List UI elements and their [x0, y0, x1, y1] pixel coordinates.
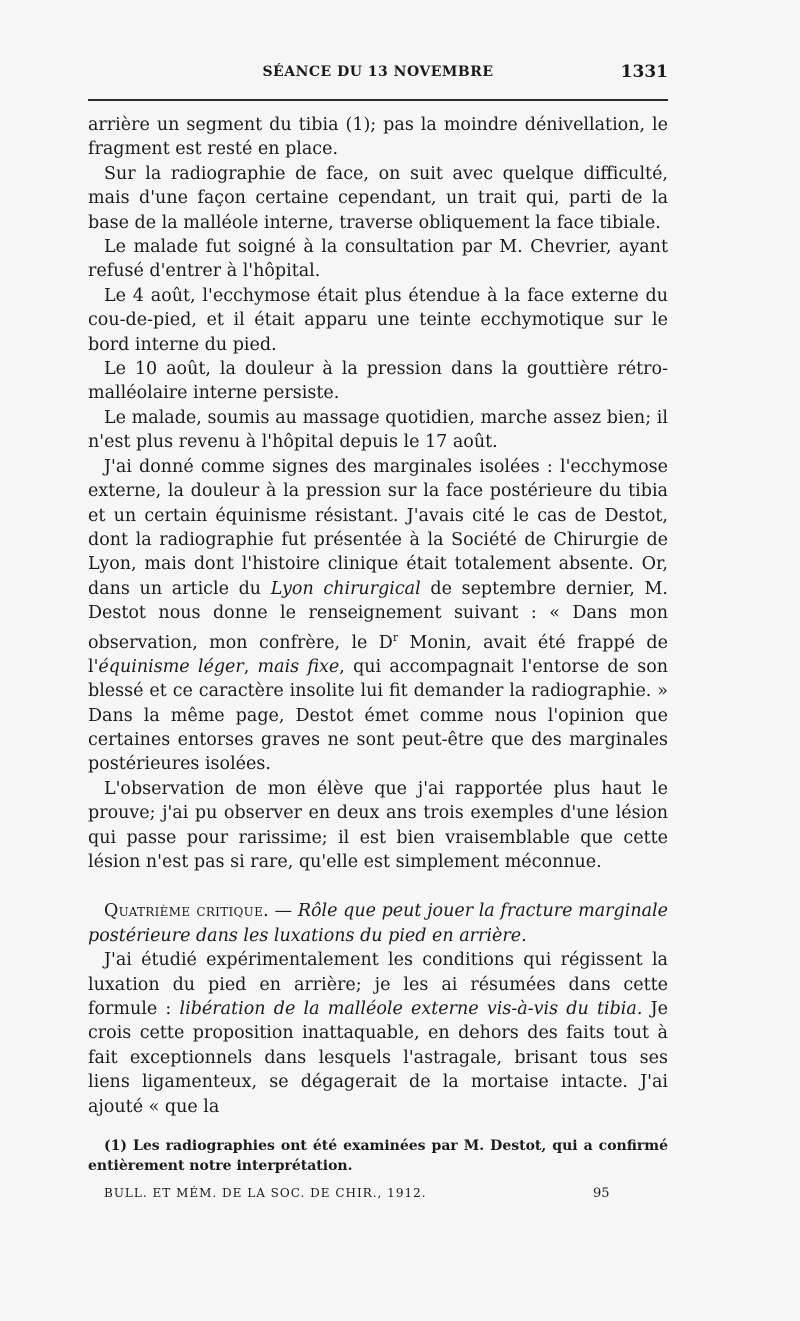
- text-run: de septembre dernier, M. Destot nous donne le renseignement suivant : « Dans mon observation, mon confrère, le D: [88, 578, 668, 653]
- footnote-text: (1) Les radiographies ont été examinées par M. Destot, qui a confirmé entièrement notre interprétation.: [88, 1138, 668, 1174]
- paragraph: Le 4 août, l'ecchymose était plus étendue à la face externe du cou-de-pied, et il était apparu une teinte ecchymotique sur le bord interne du pied.: [88, 285, 668, 355]
- text-run: Je crois cette proposition inattaquable, en dehors des faits tout à fait exceptionnels dans lesquels l'astragale, brisant tous ses liens ligamenteux, se dégagerait de la mortaise intacte. J'ai ajouté « que la: [88, 999, 668, 1117]
- text-run: , qui accompagnait l'entorse de son blessé et ce caractère insolite lui fit demander la radiographie. » Dans la même page, Destot émet comme nous l'opinion que certaines entorses graves ne sont peut-être que des marginales postérieures isolées.: [88, 656, 668, 775]
- dash: —: [269, 901, 298, 922]
- text-run: l': [88, 656, 99, 677]
- page-number: 1331: [620, 62, 668, 82]
- text-run: J'ai étudié expérimentalement les conditions qui régissent la luxation du pied en arrière; je les ai résumées dans cette formule :: [88, 950, 668, 1020]
- text-run: Monin, avait été frappé de: [398, 632, 668, 653]
- superscript: r: [392, 630, 399, 644]
- footer-journal: BULL. ET MÉM. DE LA SOC. DE CHIR., 1912.: [104, 1186, 427, 1200]
- text-run: J'ai donné comme signes des marginales isolées : l'ecchymose externe, la douleur à la pression sur la face postérieure du tibia et un certain équinisme résistant. J'avais cité le cas de Destot, dont la radiographie fut présentée à la Société de Chirurgie de Lyon, mais dont l'histoire clinique était totalement absente. Or, dans un article du: [88, 456, 668, 599]
- emphasis: mais fixe: [257, 656, 340, 677]
- paragraph: [88, 455, 668, 777]
- emphasis: équinisme léger: [98, 656, 244, 677]
- journal-title: Lyon chirurgical: [270, 578, 421, 599]
- footnote: [88, 1136, 668, 1176]
- header-title: SÉANCE DU 13 NOVEMBRE: [262, 64, 494, 80]
- section-heading: [88, 899, 668, 948]
- paragraph: arrière un segment du tibia (1); pas la moindre dénivellation, le fragment est resté en place.: [88, 115, 668, 160]
- paragraph: Sur la radiographie de face, on suit avec quelque difficulté, mais d'une façon certaine cependant, un trait qui, parti de la base de la malléole interne, traverse obliquement la face tibiale.: [88, 163, 668, 233]
- section-label: Quatrième critique.: [104, 901, 270, 922]
- paragraph: Le 10 août, la douleur à la pression dans la gouttière rétro-malléolaire interne persiste.: [88, 359, 668, 404]
- footer-signature: 95: [593, 1186, 610, 1201]
- header-rule: [88, 99, 668, 101]
- paragraph: [88, 948, 668, 1119]
- paragraph: Le malade, soumis au massage quotidien, marche assez bien; il n'est plus revenu à l'hôpital depuis le 17 août.: [88, 407, 668, 453]
- paragraph: L'observation de mon élève que j'ai rapportée plus haut le prouve; j'ai pu observer en deux ans trois exemples d'une lésion qui passe pour rarissime; il est bien vraisemblable que cette lésion n'est pas si rare, qu'elle est simplement méconnue.: [88, 778, 668, 873]
- running-header: [88, 62, 668, 84]
- text-run: ,: [243, 656, 258, 677]
- page-footer: [88, 1186, 668, 1204]
- formula: libération de la malléole externe vis-à-vis du tibia.: [179, 999, 643, 1020]
- paragraph: Le malade fut soigné à la consultation par M. Chevrier, ayant refusé d'entrer à l'hôpital.: [88, 237, 668, 282]
- body-text: [88, 113, 668, 1119]
- section-subtitle: Rôle que peut jouer la fracture marginale postérieure dans les luxations du pied en arrière.: [88, 901, 668, 946]
